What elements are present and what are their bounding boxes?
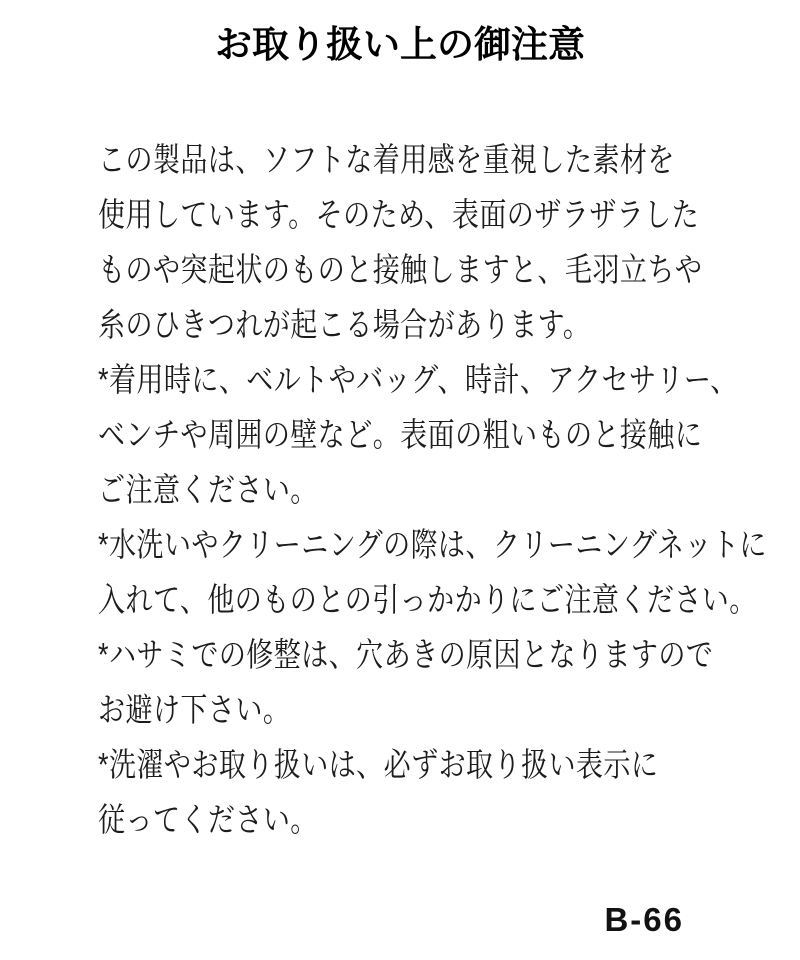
care-note-line: 糸のひきつれが起こる場合があります。 <box>98 306 591 343</box>
care-note-line: *洗濯やお取り扱いは、必ずお取り扱い表示に <box>98 746 659 783</box>
care-note-line: *水洗いやクリーニングの際は、クリーニングネットに <box>98 526 767 563</box>
care-note-line: ベンチや周囲の壁など。表面の粗いものと接触に <box>98 416 703 453</box>
care-note-line: *ハサミでの修整は、穴あきの原因となりますので <box>98 636 714 673</box>
care-note-line: *着用時に、ベルトやバッグ、時計、アクセサリー、 <box>98 361 738 398</box>
care-note-line: 入れて、他のものとの引っかかりにご注意ください。 <box>98 581 757 618</box>
care-note-line: 従ってください。 <box>98 801 318 838</box>
care-note-line: ご注意ください。 <box>98 471 318 508</box>
page-title: お取り扱い上の御注意 <box>215 24 585 65</box>
care-note-line: お避け下さい。 <box>98 691 291 728</box>
page-code-label: B-66 <box>604 901 684 938</box>
care-note-line: この製品は、ソフトな着用感を重視した素材を <box>98 141 675 178</box>
care-note-line: ものや突起状のものと接触しますと、毛羽立ちや <box>98 251 703 288</box>
care-notes-block <box>98 132 767 847</box>
care-note-line: 使用しています。そのため、表面のザラザラした <box>98 196 700 233</box>
